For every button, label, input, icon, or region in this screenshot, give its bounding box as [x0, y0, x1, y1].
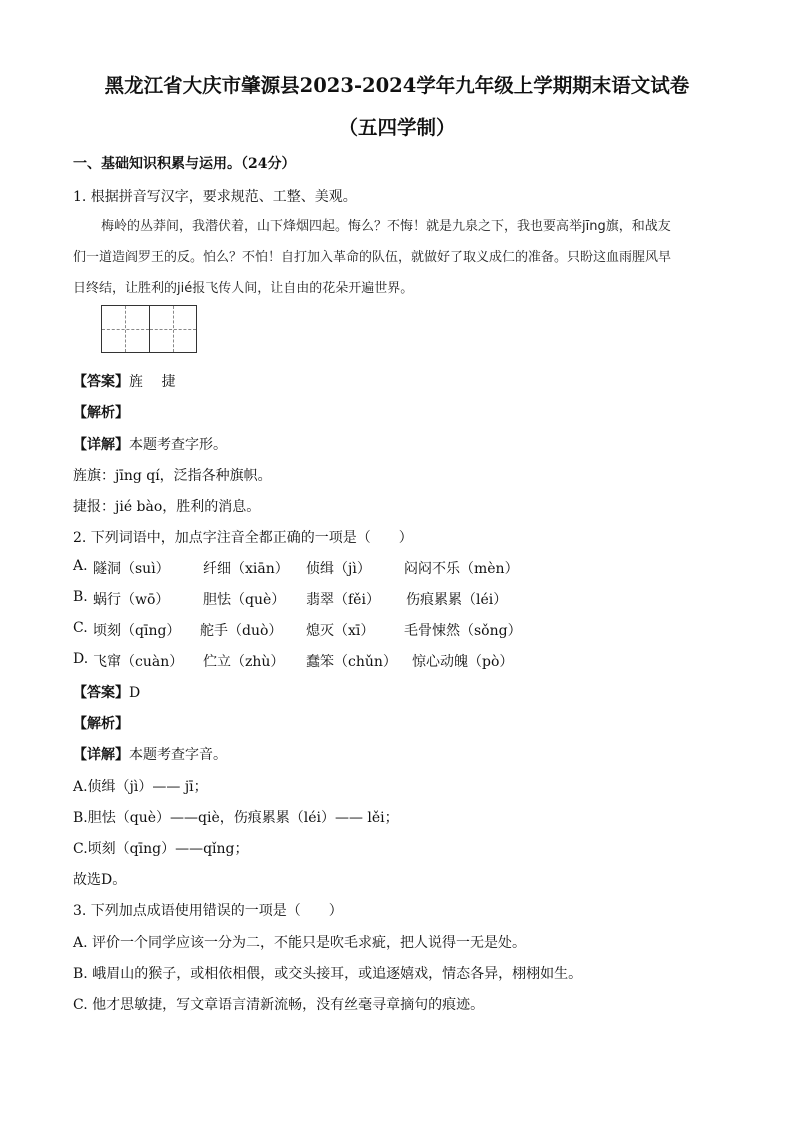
q2-note-a: A.侦缉（jì）—— jī；	[73, 779, 208, 795]
option-item: 熄灭（xī）	[306, 623, 375, 639]
answer-grid-cell-2	[149, 306, 196, 352]
answer-grid	[101, 305, 197, 353]
q2-note-c: C.顷刻（qīng）——qǐng；	[73, 841, 249, 857]
option-item: 翡翠（fěi）	[306, 592, 380, 608]
option-item: 伤痕累累（léi）	[406, 592, 508, 608]
page-subtitle: （五四学制）	[338, 116, 456, 139]
detail-tag: 【详解】	[73, 437, 129, 453]
option-item: 蠢笨（chǔn）	[306, 654, 397, 670]
detail-tag: 【详解】	[73, 747, 129, 763]
option-item: 伫立（zhù）	[203, 654, 285, 670]
q1-passage-line-3: 日终结，让胜利的jié报飞传人间，让自由的花朵开遍世界。	[73, 281, 414, 296]
q1-note-2: 捷报：jié bào，胜利的消息。	[73, 499, 261, 515]
option-item: 惊心动魄（pò）	[412, 654, 514, 670]
option-item: 蜗行（wō）	[93, 592, 170, 608]
q3-option-a: A. 评价一个同学应该一分为二，不能只是吹毛求疵，把人说得一无是处。	[73, 935, 527, 951]
option-item: 隧洞（suì）	[93, 561, 170, 577]
answer-text: D	[129, 685, 141, 701]
option-letter: A.	[73, 558, 88, 574]
option-item: 毛骨悚然（sǒng）	[404, 623, 522, 639]
q2-conclusion: 故选D。	[73, 872, 127, 888]
option-letter: D.	[73, 651, 89, 667]
q3-prompt: 3. 下列加点成语使用错误的一项是（ ）	[73, 903, 343, 919]
q1-analysis-tag: 【解析】	[73, 405, 129, 421]
option-item: 顷刻（qīng）	[93, 623, 181, 639]
q2-answer	[73, 682, 140, 702]
option-item: 舵手（duò）	[200, 623, 283, 639]
detail-text: 本题考查字形。	[129, 437, 227, 453]
answer-grid-cell-1	[102, 306, 149, 352]
q2-note-b: B.胆怯（què）——qiè，伤痕累累（léi）—— lěi；	[73, 810, 399, 826]
section-heading: 一、基础知识积累与运用。（24分）	[73, 156, 296, 172]
q1-passage-line-2: 们一道造阎罗王的反。怕么？不怕！自打加入革命的队伍，就做好了取义成仁的准备。只盼这血雨腥风早	[73, 250, 672, 265]
q1-prompt: 1. 根据拼音写汉字，要求规范、工整、美观。	[73, 189, 357, 205]
q1-answer	[73, 371, 175, 391]
option-item: 侦缉（jì）	[306, 561, 371, 577]
detail-text: 本题考查字音。	[129, 747, 227, 763]
q2-detail	[73, 744, 227, 764]
q2-analysis-tag: 【解析】	[73, 716, 129, 732]
q1-passage-line-1: 梅岭的丛莽间，我潜伏着，山下烽烟四起。悔么？不悔！就是九泉之下，我也要高举jīng旗，和战友	[101, 219, 671, 234]
q3-option-c: C. 他才思敏捷，写文章语言清新流畅，没有丝毫寻章摘句的痕迹。	[73, 997, 485, 1013]
option-letter: C.	[73, 620, 88, 636]
option-item: 纤细（xiān）	[203, 561, 289, 577]
page-title: 黑龙江省大庆市肇源县2023-2024学年九年级上学期期末语文试卷	[104, 74, 690, 97]
option-item: 飞窜（cuàn）	[93, 654, 184, 670]
q3-option-b: B. 峨眉山的猴子，或相依相偎，或交头接耳，或追逐嬉戏，情态各异，栩栩如生。	[73, 966, 583, 982]
q1-detail	[73, 434, 227, 454]
option-item: 闷闷不乐（mèn）	[404, 561, 519, 577]
q2-prompt: 2. 下列词语中，加点字注音全都正确的一项是（ ）	[73, 530, 413, 546]
q1-note-1: 旌旗：jīng qí，泛指各种旗帜。	[73, 468, 272, 484]
answer-text: 旌 捷	[129, 374, 176, 390]
option-item: 胆怯（què）	[203, 592, 286, 608]
answer-tag: 【答案】	[73, 374, 129, 390]
answer-tag: 【答案】	[73, 685, 129, 701]
option-letter: B.	[73, 589, 88, 605]
